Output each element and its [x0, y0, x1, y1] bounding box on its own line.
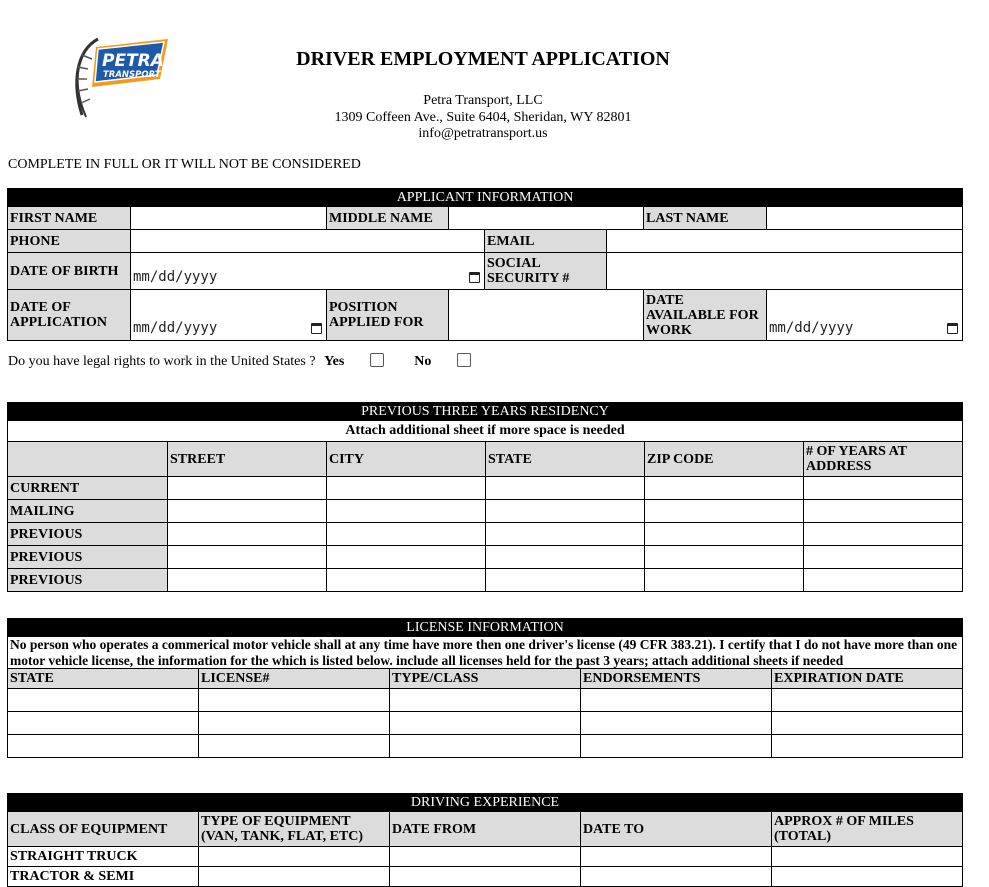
col-approx-miles: APPROX # OF MILES (TOTAL) — [772, 812, 963, 847]
license-heading: LICENSE INFORMATION — [8, 619, 963, 637]
col-years: # OF YEARS AT ADDRESS — [804, 442, 963, 477]
row-tractor-semi-label: TRACTOR & SEMI — [8, 867, 199, 887]
license-table — [7, 618, 963, 758]
position-input[interactable] — [449, 290, 644, 341]
license-note: No person who operates a commerical motor vehicle shall at any time have more then one driver's license (49 CFR 383.21). I certify that I do not have more than one motor vehicle license, the information for the which is listed below. include all licenses held for the past 3 years; attach additional sheets if needed — [8, 637, 963, 669]
no-checkbox[interactable] — [457, 353, 471, 367]
middle-name-label: MIDDLE NAME — [327, 207, 449, 230]
mailing-street-input[interactable] — [168, 500, 327, 523]
tractor-semi-from-input[interactable] — [390, 867, 581, 887]
col-class-equipment: CLASS OF EQUIPMENT — [8, 812, 199, 847]
email-input[interactable] — [607, 230, 963, 253]
calendar-icon[interactable] — [311, 323, 322, 334]
calendar-icon[interactable] — [947, 323, 958, 334]
company-email: info@petratransport.us — [418, 126, 548, 141]
svg-text:TRANSPORT: TRANSPORT — [103, 70, 161, 80]
row-previous-label: PREVIOUS — [8, 523, 168, 546]
previous-street-input[interactable] — [168, 546, 327, 569]
svg-text:PETRA: PETRA — [102, 51, 164, 71]
license-type-input[interactable] — [390, 712, 581, 735]
ssn-label: SOCIAL SECURITY # — [485, 253, 607, 290]
col-expiration: EXPIRATION DATE — [772, 669, 963, 689]
col-license-number: LICENSE# — [199, 669, 390, 689]
complete-warning: COMPLETE IN FULL OR IT WILL NOT BE CONSIDERED — [8, 157, 361, 172]
previous-zip-input[interactable] — [645, 569, 804, 592]
license-endorsements-input[interactable] — [581, 712, 772, 735]
no-label: No — [414, 354, 432, 369]
position-label: POSITION APPLIED FOR — [327, 290, 449, 341]
previous-zip-input[interactable] — [645, 546, 804, 569]
phone-label: PHONE — [8, 230, 131, 253]
residency-table — [7, 402, 963, 592]
col-street: STREET — [168, 442, 327, 477]
residency-heading: PREVIOUS THREE YEARS RESIDENCY — [8, 403, 963, 421]
dob-placeholder: mm/dd/yyyy — [133, 269, 218, 285]
col-type-equipment: TYPE OF EQUIPMENT (VAN, TANK, FLAT, ETC) — [199, 812, 390, 847]
license-type-input[interactable] — [390, 735, 581, 758]
license-expiration-input[interactable] — [772, 712, 963, 735]
license-state-input[interactable] — [8, 689, 199, 712]
current-city-input[interactable] — [327, 477, 486, 500]
col-zip: ZIP CODE — [645, 442, 804, 477]
current-years-input[interactable] — [804, 477, 963, 500]
last-name-label: LAST NAME — [644, 207, 767, 230]
row-mailing-label: MAILING — [8, 500, 168, 523]
calendar-icon[interactable] — [469, 272, 480, 283]
col-date-to: DATE TO — [581, 812, 772, 847]
tractor-semi-to-input[interactable] — [581, 867, 772, 887]
company-street: 1309 Coffeen Ave., Suite 6404, Sheridan, WY 82801 — [334, 109, 632, 125]
straight-truck-type-input[interactable] — [199, 847, 390, 867]
legal-rights-text: Do you have legal rights to work in the United States ? — [8, 354, 316, 369]
legal-rights-question — [8, 353, 471, 370]
license-endorsements-input[interactable] — [581, 689, 772, 712]
previous-years-input[interactable] — [804, 569, 963, 592]
current-street-input[interactable] — [168, 477, 327, 500]
col-state: STATE — [486, 442, 645, 477]
previous-city-input[interactable] — [327, 546, 486, 569]
residency-note: Attach additional sheet if more space is needed — [8, 421, 963, 442]
email-label: EMAIL — [485, 230, 607, 253]
doa-label: DATE OF APPLICATION — [8, 290, 131, 341]
row-previous-label: PREVIOUS — [8, 569, 168, 592]
previous-city-input[interactable] — [327, 569, 486, 592]
applicant-info-table — [7, 188, 963, 341]
license-state-input[interactable] — [8, 712, 199, 735]
tractor-semi-miles-input[interactable] — [772, 867, 963, 887]
license-number-input[interactable] — [199, 712, 390, 735]
straight-truck-miles-input[interactable] — [772, 847, 963, 867]
mailing-state-input[interactable] — [486, 500, 645, 523]
row-previous-label: PREVIOUS — [8, 546, 168, 569]
col-city: CITY — [327, 442, 486, 477]
license-number-input[interactable] — [199, 689, 390, 712]
col-endorsements: ENDORSEMENTS — [581, 669, 772, 689]
date-available-placeholder: mm/dd/yyyy — [769, 320, 854, 336]
straight-truck-to-input[interactable] — [581, 847, 772, 867]
row-straight-truck-label: STRAIGHT TRUCK — [8, 847, 199, 867]
license-endorsements-input[interactable] — [581, 735, 772, 758]
dob-date-input[interactable] — [131, 253, 485, 290]
residency-corner — [8, 442, 168, 477]
experience-heading: DRIVING EXPERIENCE — [8, 794, 963, 812]
previous-years-input[interactable] — [804, 523, 963, 546]
col-type-class: TYPE/CLASS — [390, 669, 581, 689]
yes-label: Yes — [324, 354, 345, 369]
tractor-semi-type-input[interactable] — [199, 867, 390, 887]
license-number-input[interactable] — [199, 735, 390, 758]
dob-label: DATE OF BIRTH — [8, 253, 131, 290]
ssn-input[interactable] — [607, 253, 963, 290]
applicant-info-heading: APPLICANT INFORMATION — [8, 189, 963, 207]
previous-zip-input[interactable] — [645, 523, 804, 546]
company-name: Petra Transport, LLC — [423, 93, 543, 108]
previous-street-input[interactable] — [168, 523, 327, 546]
date-available-input[interactable] — [767, 290, 963, 341]
previous-years-input[interactable] — [804, 546, 963, 569]
page-title: DRIVER EMPLOYMENT APPLICATION — [296, 48, 670, 70]
middle-name-input[interactable] — [449, 207, 644, 230]
doa-placeholder: mm/dd/yyyy — [133, 320, 218, 336]
current-zip-input[interactable] — [645, 477, 804, 500]
previous-state-input[interactable] — [486, 523, 645, 546]
first-name-label: FIRST NAME — [8, 207, 131, 230]
mailing-zip-input[interactable] — [645, 500, 804, 523]
doa-date-input[interactable] — [131, 290, 327, 341]
first-name-input[interactable] — [131, 207, 327, 230]
mailing-city-input[interactable] — [327, 500, 486, 523]
mailing-years-input[interactable] — [804, 500, 963, 523]
last-name-input[interactable] — [767, 207, 963, 230]
previous-city-input[interactable] — [327, 523, 486, 546]
col-date-from: DATE FROM — [390, 812, 581, 847]
date-available-label: DATE AVAILABLE FOR WORK — [644, 290, 767, 341]
driving-experience-table — [7, 793, 963, 887]
row-current-label: CURRENT — [8, 477, 168, 500]
phone-input[interactable] — [131, 230, 485, 253]
license-expiration-input[interactable] — [772, 689, 963, 712]
previous-state-input[interactable] — [486, 569, 645, 592]
col-license-state: STATE — [8, 669, 199, 689]
company-address — [0, 93, 966, 143]
straight-truck-from-input[interactable] — [390, 847, 581, 867]
license-state-input[interactable] — [8, 735, 199, 758]
previous-street-input[interactable] — [168, 569, 327, 592]
current-state-input[interactable] — [486, 477, 645, 500]
yes-checkbox[interactable] — [370, 353, 384, 367]
license-type-input[interactable] — [390, 689, 581, 712]
previous-state-input[interactable] — [486, 546, 645, 569]
license-expiration-input[interactable] — [772, 735, 963, 758]
